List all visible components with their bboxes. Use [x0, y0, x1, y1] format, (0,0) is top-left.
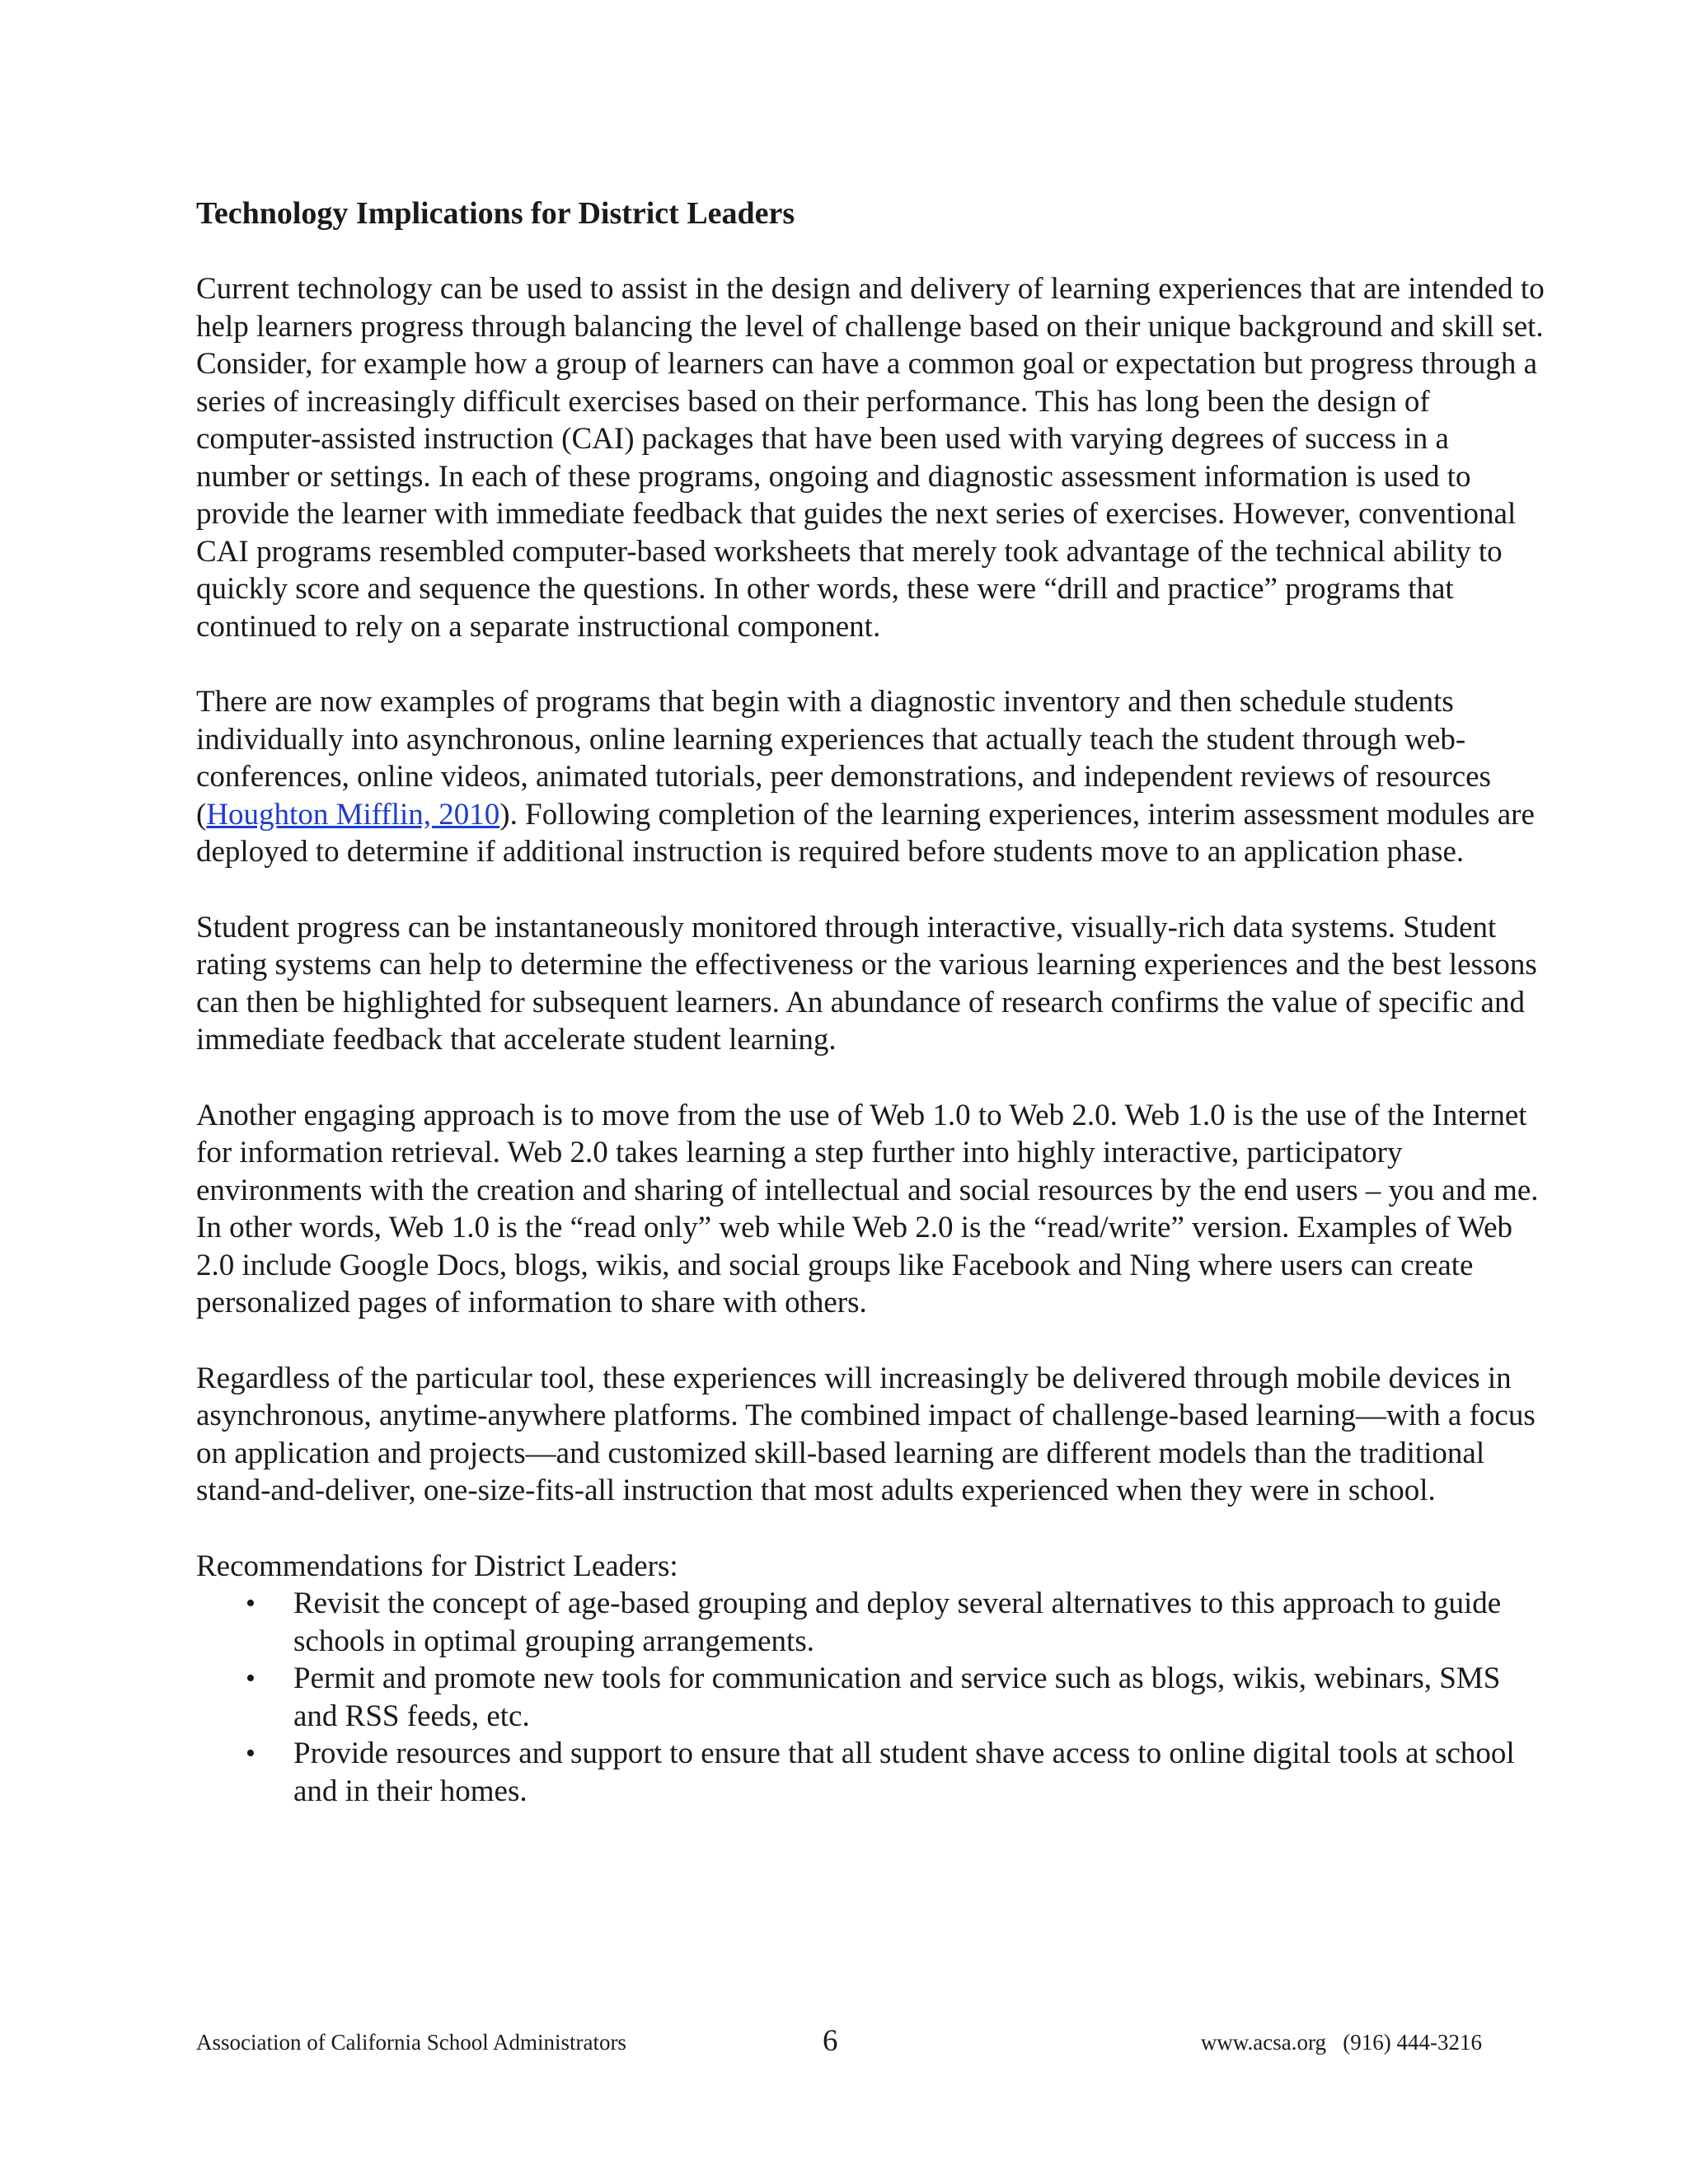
paragraph-programs-text-before: There are now examples of programs that begin with a diagnostic inventory and then schedule students individually into asynchronous, online learning experiences that actually teach the student through web-conferences, online videos, animated tutorials, peer demonstrations, and independent reviews of resources ( [196, 685, 1491, 832]
paragraph-progress: Student progress can be instantaneously monitored through interactive, visually-rich data systems. Student rating systems can help to determine the effectiveness or the various learning experiences and the best lessons can then be highlighted for subsequent learners. An abundance of research confirms the value of specific and immediate feedback that accelerate student learning. [196, 910, 1537, 1057]
paragraph-programs [196, 683, 1548, 871]
citation-link[interactable]: Houghton Mifflin, 2010 [206, 797, 500, 832]
bullet-icon: • [246, 1738, 256, 1769]
page-number: 6 [823, 2024, 838, 2058]
list-item-text: Revisit the concept of age-based grouping and deploy several alternatives to this approach to guide schools in optimal grouping arrangements. [293, 1586, 1502, 1658]
recommendations-title: Recommendations for District Leaders: [196, 1549, 678, 1583]
page-content [196, 194, 1548, 1810]
recommendations-list [196, 1585, 1548, 1810]
page-footer [196, 2022, 1482, 2064]
paragraph-cai: Current technology can be used to assist in the design and delivery of learning experiences that are intended to help learners progress through balancing the level of challenge based on their unique background and skill set. Consider, for example how a group of learners can have a common goal or expectation but progress through a series of increasingly difficult exercises based on their performance. This has long been the design of computer-assisted instruction (CAI) packages that have been used with varying degrees of success in a number or settings. In each of these programs, ongoing and diagnostic assessment information is used to provide the learner with immediate feedback that guides the next series of exercises. However, conventional CAI programs resembled computer-based worksheets that merely took advantage of the technical ability to quickly score and sequence the questions. In other words, these were “drill and practice” programs that continued to rely on a separate instructional component. [196, 272, 1545, 644]
bullet-icon: • [246, 1588, 256, 1619]
list-item [196, 1735, 1548, 1810]
paragraph-programs-text-after: ). Following completion of the learning experiences, interim assessment modules are deployed to determine if additional instruction is required before students move to an application phase. [196, 797, 1535, 869]
list-item [196, 1660, 1548, 1735]
bullet-icon: • [246, 1663, 256, 1694]
footer-organization: Association of California School Administrators [196, 2030, 626, 2055]
list-item-text: Provide resources and support to ensure that all student shave access to online digital tools at school and in their homes. [293, 1736, 1515, 1808]
paragraph-mobile: Regardless of the particular tool, these experiences will increasingly be delivered through mobile devices in asynchronous, anytime-anywhere platforms. The combined impact of challenge-based learning—with a focus on application and projects—and customized skill-based learning are different models than the traditional stand-and-deliver, one-size-fits-all instruction that most adults experienced when they were in school. [196, 1361, 1536, 1507]
list-item-text: Permit and promote new tools for communication and service such as blogs, wikis, webinars, SMS and RSS feeds, etc. [293, 1661, 1501, 1733]
footer-contact: www.acsa.org (916) 444-3216 [1200, 2030, 1482, 2055]
paragraph-web2: Another engaging approach is to move from the use of Web 1.0 to Web 2.0. Web 1.0 is the use of the Internet for information retrieval. Web 2.0 takes learning a step further into highly interactive, participatory environments with the creation and sharing of intellectual and social resources by the end users – you and me. In other words, Web 1.0 is the “read only” web while Web 2.0 is the “read/write” version. Examples of Web 2.0 include Google Docs, blogs, wikis, and social groups like Facebook and Ning where users can create personalized pages of information to share with others. [196, 1098, 1539, 1319]
list-item [196, 1585, 1548, 1660]
section-heading: Technology Implications for District Leaders [196, 196, 795, 231]
